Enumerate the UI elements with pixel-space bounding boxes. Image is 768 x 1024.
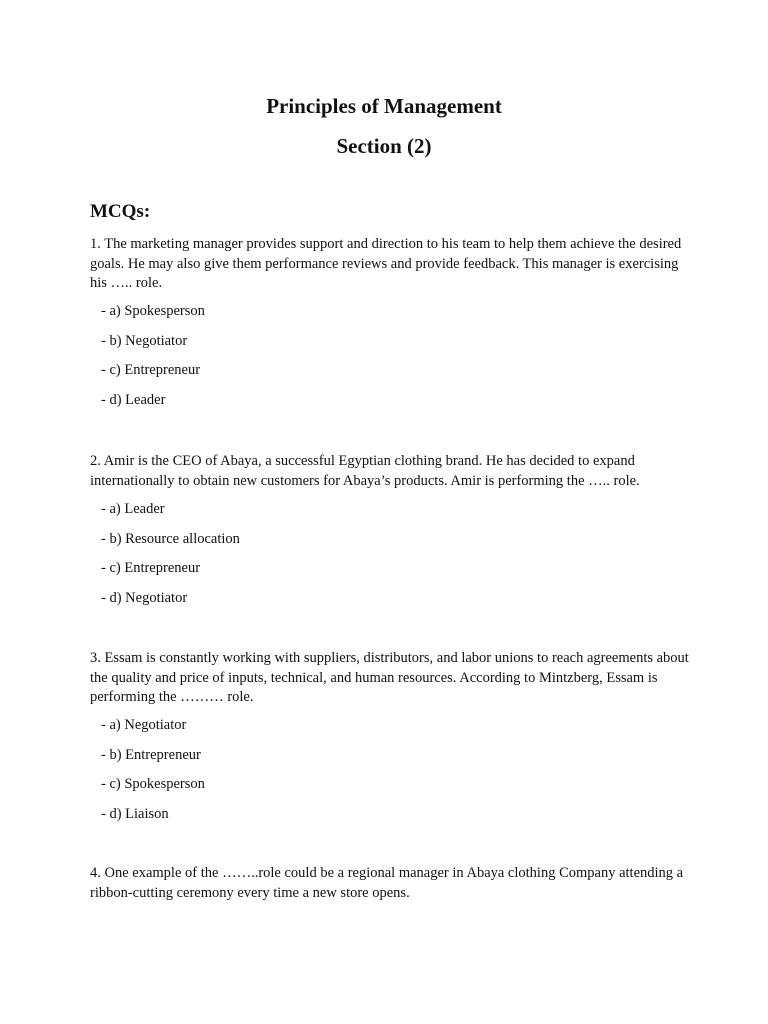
question-4: 4. One example of the ……..role could be a regional manager in Abaya clothing Company attending a ribbon-cutting ceremony every time a new store opens. bbox=[90, 865, 684, 901]
question-2-option-d: - d) Negotiator bbox=[101, 590, 188, 607]
question-1-option-b: - b) Negotiator bbox=[101, 332, 188, 349]
question-2-option-b: - b) Resource allocation bbox=[101, 530, 240, 547]
document-title: Principles of Management bbox=[266, 94, 502, 118]
question-2-option-a: - a) Leader bbox=[101, 501, 165, 517]
question-3-option-c: - c) Spokesperson bbox=[101, 776, 205, 793]
question-1: 1. The marketing manager provides support and direction to his team to help them achieve the desired goals. He may also give them performance reviews and provide feedback. This manager is exercising his ….. role. bbox=[90, 236, 682, 291]
question-3-option-b: - b) Entrepreneur bbox=[101, 746, 201, 763]
question-2: 2. Amir is the CEO of Abaya, a successful Egyptian clothing brand. He has decided to expand internationally to obtain new customers for Abaya’s products. Amir is performing the ….. role. bbox=[90, 453, 640, 489]
question-3: 3. Essam is constantly working with suppliers, distributors, and labor unions to reach agreements about the quality and price of inputs, technical, and human resources. According to Mintzberg, Essam is performing the ……… role. bbox=[90, 650, 689, 705]
question-1-option-c: - c) Entrepreneur bbox=[101, 362, 201, 379]
section-heading: MCQs: bbox=[90, 201, 151, 222]
question-3-option-a: - a) Negotiator bbox=[101, 717, 187, 733]
document-subtitle: Section (2) bbox=[336, 134, 432, 158]
question-1-option-d: - d) Leader bbox=[101, 392, 166, 409]
question-3-options bbox=[101, 716, 205, 835]
question-2-options bbox=[101, 500, 240, 619]
question-1-option-a: - a) Spokesperson bbox=[101, 303, 205, 319]
question-1-options bbox=[101, 302, 205, 421]
question-3-option-d: - d) Liaison bbox=[101, 806, 169, 823]
question-2-option-c: - c) Entrepreneur bbox=[101, 560, 201, 577]
